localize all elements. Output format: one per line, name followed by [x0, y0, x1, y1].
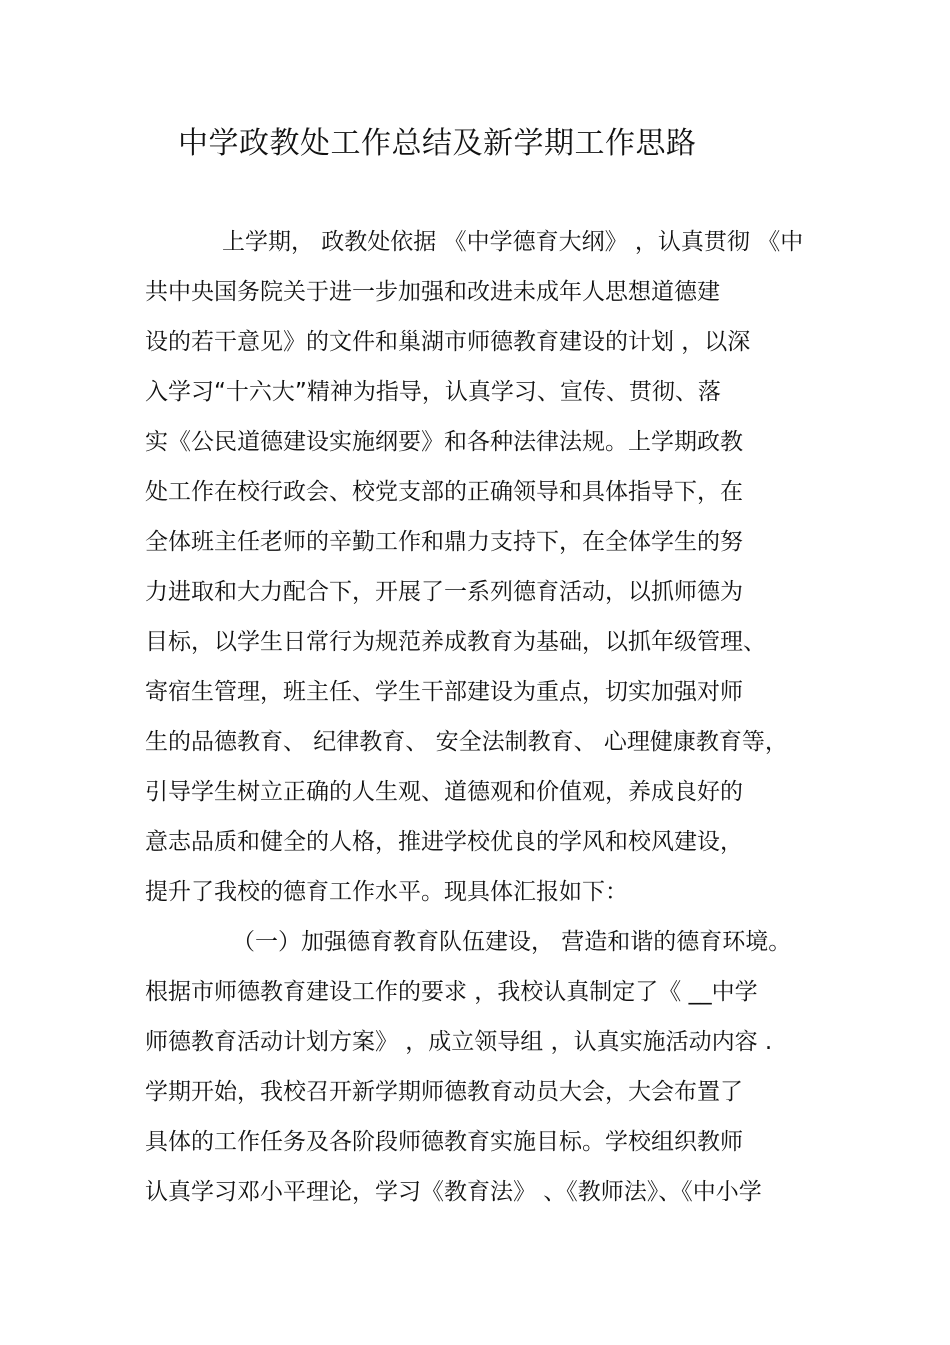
body-line: 共中央国务院关于进一步加强和改进未成年人思想道德建	[145, 279, 720, 305]
body-line: 处工作在校行政会、校党支部的正确领导和具体指导下，在	[145, 479, 743, 505]
section-heading: （一）加强德育教育队伍建设， 营造和谐的德育环境。	[232, 929, 792, 955]
body-line: 实《公民道德建设实施纲要》和各种法律法规。上学期政教	[145, 429, 743, 455]
body-line: 全体班主任老师的辛勤工作和鼎力支持下，在全体学生的努	[145, 529, 743, 555]
document-title: 中学政教处工作总结及新学期工作思路	[178, 126, 697, 161]
body-line: 上学期， 政教处依据 《中学德育大纲》 ，认真贯彻 《中	[222, 229, 804, 255]
body-line: 意志品质和健全的人格，推进学校优良的学风和校风建设，	[145, 829, 743, 855]
body-line: 生的品德教育、 纪律教育、 安全法制教育、 心理健康教育等，	[145, 729, 788, 755]
body-line: 寄宿生管理，班主任、学生干部建设为重点，切实加强对师	[145, 679, 743, 705]
body-line: 认真学习邓小平理论，学习《教育法》 、《教师法》、《中小学	[145, 1179, 762, 1205]
body-line: 学期开始，我校召开新学期师德教育动员大会，大会布置了	[145, 1079, 743, 1105]
body-line: 目标，以学生日常行为规范养成教育为基础，以抓年级管理、	[145, 629, 766, 655]
body-line: 设的若干意见》的文件和巢湖市师德教育建设的计划 ，以深	[145, 329, 751, 355]
body-line: 入学习“十六大”精神为指导，认真学习、宣传、贯彻、落	[145, 379, 721, 405]
body-line: 力进取和大力配合下，开展了一系列德育活动，以抓师德为	[145, 579, 743, 605]
body-line: 师德教育活动计划方案》 ，成立领导组 ，认真实施活动内容 .	[145, 1029, 773, 1055]
body-line: 引导学生树立正确的人生观、道德观和价值观，养成良好的	[145, 779, 743, 805]
body-line: 根据市师德教育建设工作的要求 ，我校认真制定了《 __中学	[145, 979, 758, 1005]
body-line: 具体的工作任务及各阶段师德教育实施目标。学校组织教师	[145, 1129, 743, 1155]
body-line: 提升了我校的德育工作水平。现具体汇报如下：	[145, 879, 628, 905]
